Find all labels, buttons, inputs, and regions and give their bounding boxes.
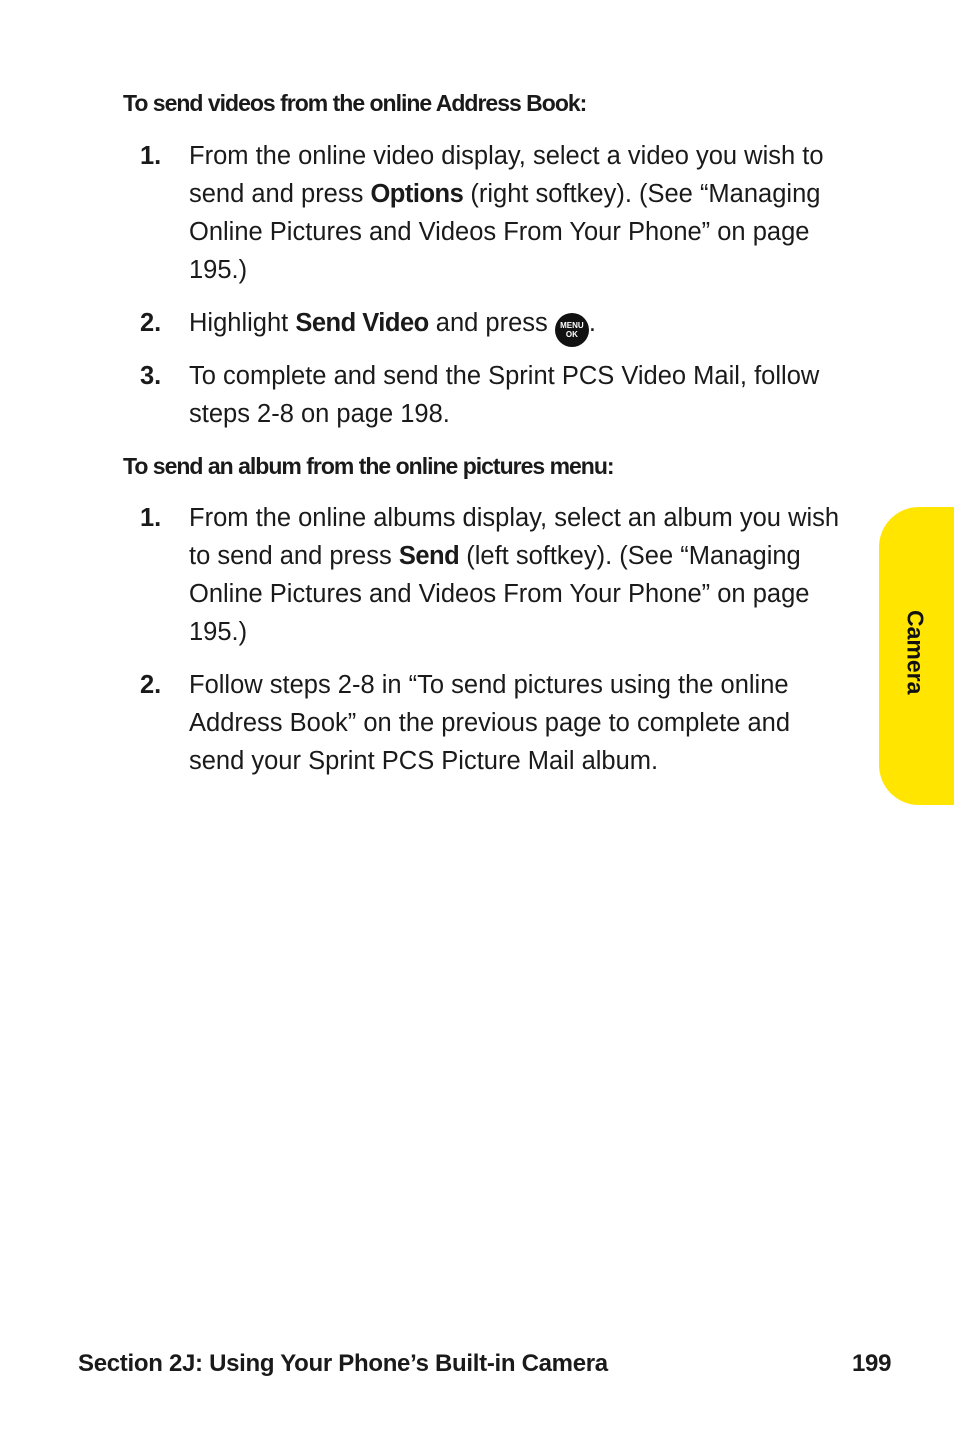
send-key-label: Send [398,542,460,570]
step-number: 3. [140,362,162,390]
step-text-part: and press [428,309,555,337]
chapter-tab-label: Camera [902,610,929,695]
step-1-send-video [140,137,852,289]
step-text [189,666,852,780]
menu-key-line1: MENU [560,321,584,330]
step-number: 2. [140,671,162,699]
step-text-part: . [588,309,596,337]
footer-section-title: Section 2J: Using Your Phone’s Built-in Camera [78,1350,608,1377]
step-text-part: To complete and send the Sprint PCS Video Mail, follow steps 2-8 on page 198. [189,362,820,428]
step-text-part: From the online video display, select a video you wish to send and press [189,142,824,208]
step-1-send-album [140,499,852,651]
section-heading-send-album: To send an album from the online pictures menu: [123,453,614,479]
options-key-label: Options [370,180,464,208]
step-text-part: (right softkey). (See “Managing Online Pictures and Videos From Your Phone” on page 195.) [189,180,821,284]
step-number: 1. [140,142,162,170]
step-text [189,499,852,651]
step-text-part: (left softkey). (See “Managing Online Pictures and Videos From Your Phone” on page 195.) [189,542,810,646]
step-3-send-video [140,357,852,433]
send-video-option-label: Send Video [295,309,429,337]
step-2-send-album [140,666,852,780]
menu-ok-key-icon [555,313,589,347]
menu-key-line2: OK [565,330,578,339]
step-text [189,137,852,289]
section-heading-send-videos: To send videos from the online Address Book: [123,90,587,116]
step-2-send-video [140,304,852,347]
step-number: 2. [140,309,162,337]
step-text [189,357,852,433]
step-number: 1. [140,504,162,532]
step-text-part: From the online albums display, select an album you wish to send and press [189,504,840,570]
page-number: 199 [852,1350,892,1377]
step-text [189,304,852,347]
step-text-part: Follow steps 2-8 in “To send pictures using the online Address Book” on the previous page to complete and send your Sprint PCS Picture Mail album. [189,671,791,775]
step-text-part: Highlight [189,309,296,337]
